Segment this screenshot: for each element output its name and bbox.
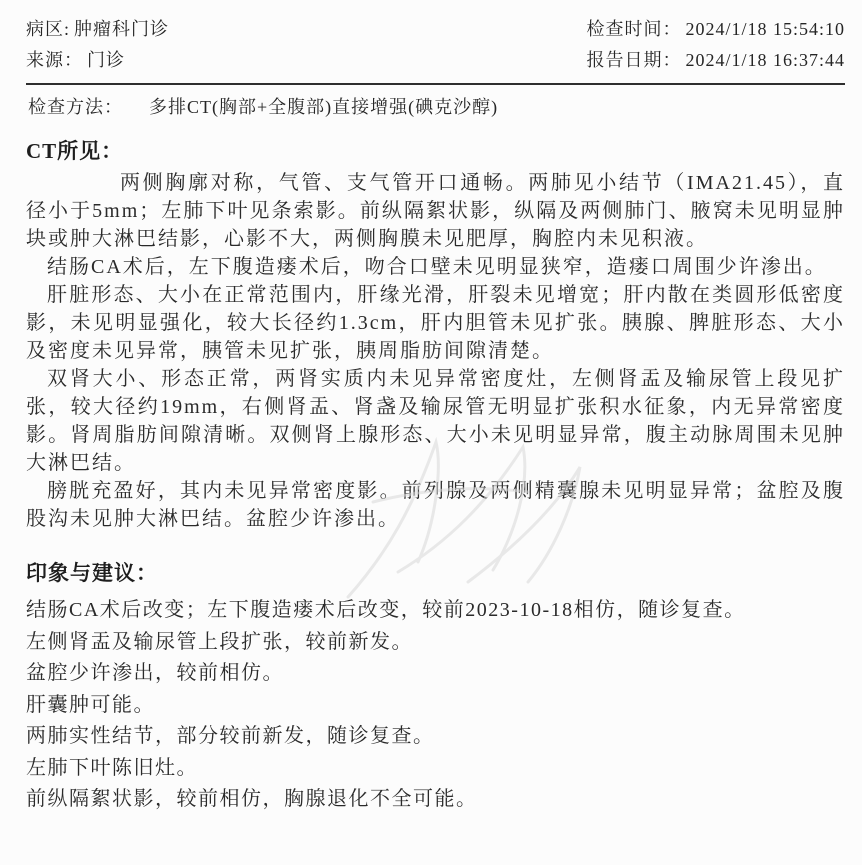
- exam-method-value: 多排CT(胸部+全腹部)直接增强(碘克沙醇): [149, 97, 499, 117]
- report-date-value: 2024/1/18 16:37:44: [685, 49, 845, 70]
- header-row-2: [26, 43, 845, 74]
- findings-paragraph-liver: 肝脏形态、大小在正常范围内，肝缘光滑，肝裂未见增宽；肝内散在类圆形低密度影，未见明显强化，较大长径约1.3cm，肝内胆管未见扩张。胰腺、脾脏形态、大小及密度未见异常，胰管未见扩张，胰周脂肪间隙清楚。: [26, 284, 845, 362]
- impression-item: 肝囊肿可能。: [26, 693, 155, 716]
- findings-section: [26, 135, 845, 533]
- report-date-label: 报告日期：: [586, 49, 682, 70]
- header-row-1: [26, 12, 845, 43]
- exam-method-label: 检查方法：: [28, 97, 123, 117]
- impression-section: [26, 557, 845, 816]
- findings-heading: CT所见：: [26, 139, 124, 163]
- exam-time-value: 2024/1/18 15:54:10: [685, 18, 845, 39]
- findings-paragraph-kidney: 双肾大小、形态正常，两肾实质内未见异常密度灶，左侧肾盂及输尿管上段见扩张，较大径约19mm，右侧肾盂、肾盏及输尿管无明显扩张积水征象，内无异常密度影。肾周脂肪间隙清晰。双侧肾上腺形态、大小未见明显异常，腹主动脉周围未见肿大淋巴结。: [26, 368, 845, 474]
- impression-item: 前纵隔絮状影，较前相仿，胸腺退化不全可能。: [26, 788, 478, 810]
- source-value: 门诊: [87, 49, 125, 70]
- impression-item: 左肺下叶陈旧灶。: [26, 756, 198, 779]
- impression-heading: 印象与建议：: [26, 561, 158, 585]
- exam-method-field: [26, 85, 845, 119]
- impression-body: [26, 595, 845, 816]
- exam-time-label: 检查时间：: [586, 18, 682, 39]
- impression-item: 两肺实性结节，部分较前新发，随诊复查。: [26, 725, 435, 747]
- source-label: 来源：: [26, 49, 83, 70]
- findings-paragraph-chest: 两侧胸廓对称，气管、支气管开口通畅。两肺见小结节（IMA21.45），直径小于5mm；左肺下叶见条索影。前纵隔絮状影，纵隔及两侧肺门、腋窝未见明显肿块或肿大淋巴结影，心影不大，两侧胸膜未见肥厚，胸腔内未见积液。: [26, 172, 845, 250]
- findings-paragraph-bladder: 膀胱充盈好，其内未见异常密度影。前列腺及两侧精囊腺未见明显异常；盆腔及腹股沟未见肿大淋巴结。盆腔少许渗出。: [26, 480, 845, 530]
- ward-field: [26, 15, 169, 41]
- source-field: [26, 46, 125, 72]
- impression-item: 左侧肾盂及输尿管上段扩张，较前新发。: [26, 630, 413, 653]
- ward-value: 肿瘤科门诊: [74, 18, 170, 39]
- exam-time-field: [586, 15, 845, 41]
- report-date-field: [586, 46, 845, 72]
- ward-label: 病区:: [26, 18, 71, 39]
- report-header: [26, 12, 845, 74]
- impression-item: 结肠CA术后改变；左下腹造瘘术后改变，较前2023-10-18相仿，随诊复查。: [26, 599, 746, 621]
- impression-item: 盆腔少许渗出，较前相仿。: [26, 662, 284, 684]
- findings-paragraph-colon: 结肠CA术后，左下腹造瘘术后，吻合口壁未见明显狭窄，造瘘口周围少许渗出。: [47, 256, 827, 278]
- findings-body: [26, 169, 845, 533]
